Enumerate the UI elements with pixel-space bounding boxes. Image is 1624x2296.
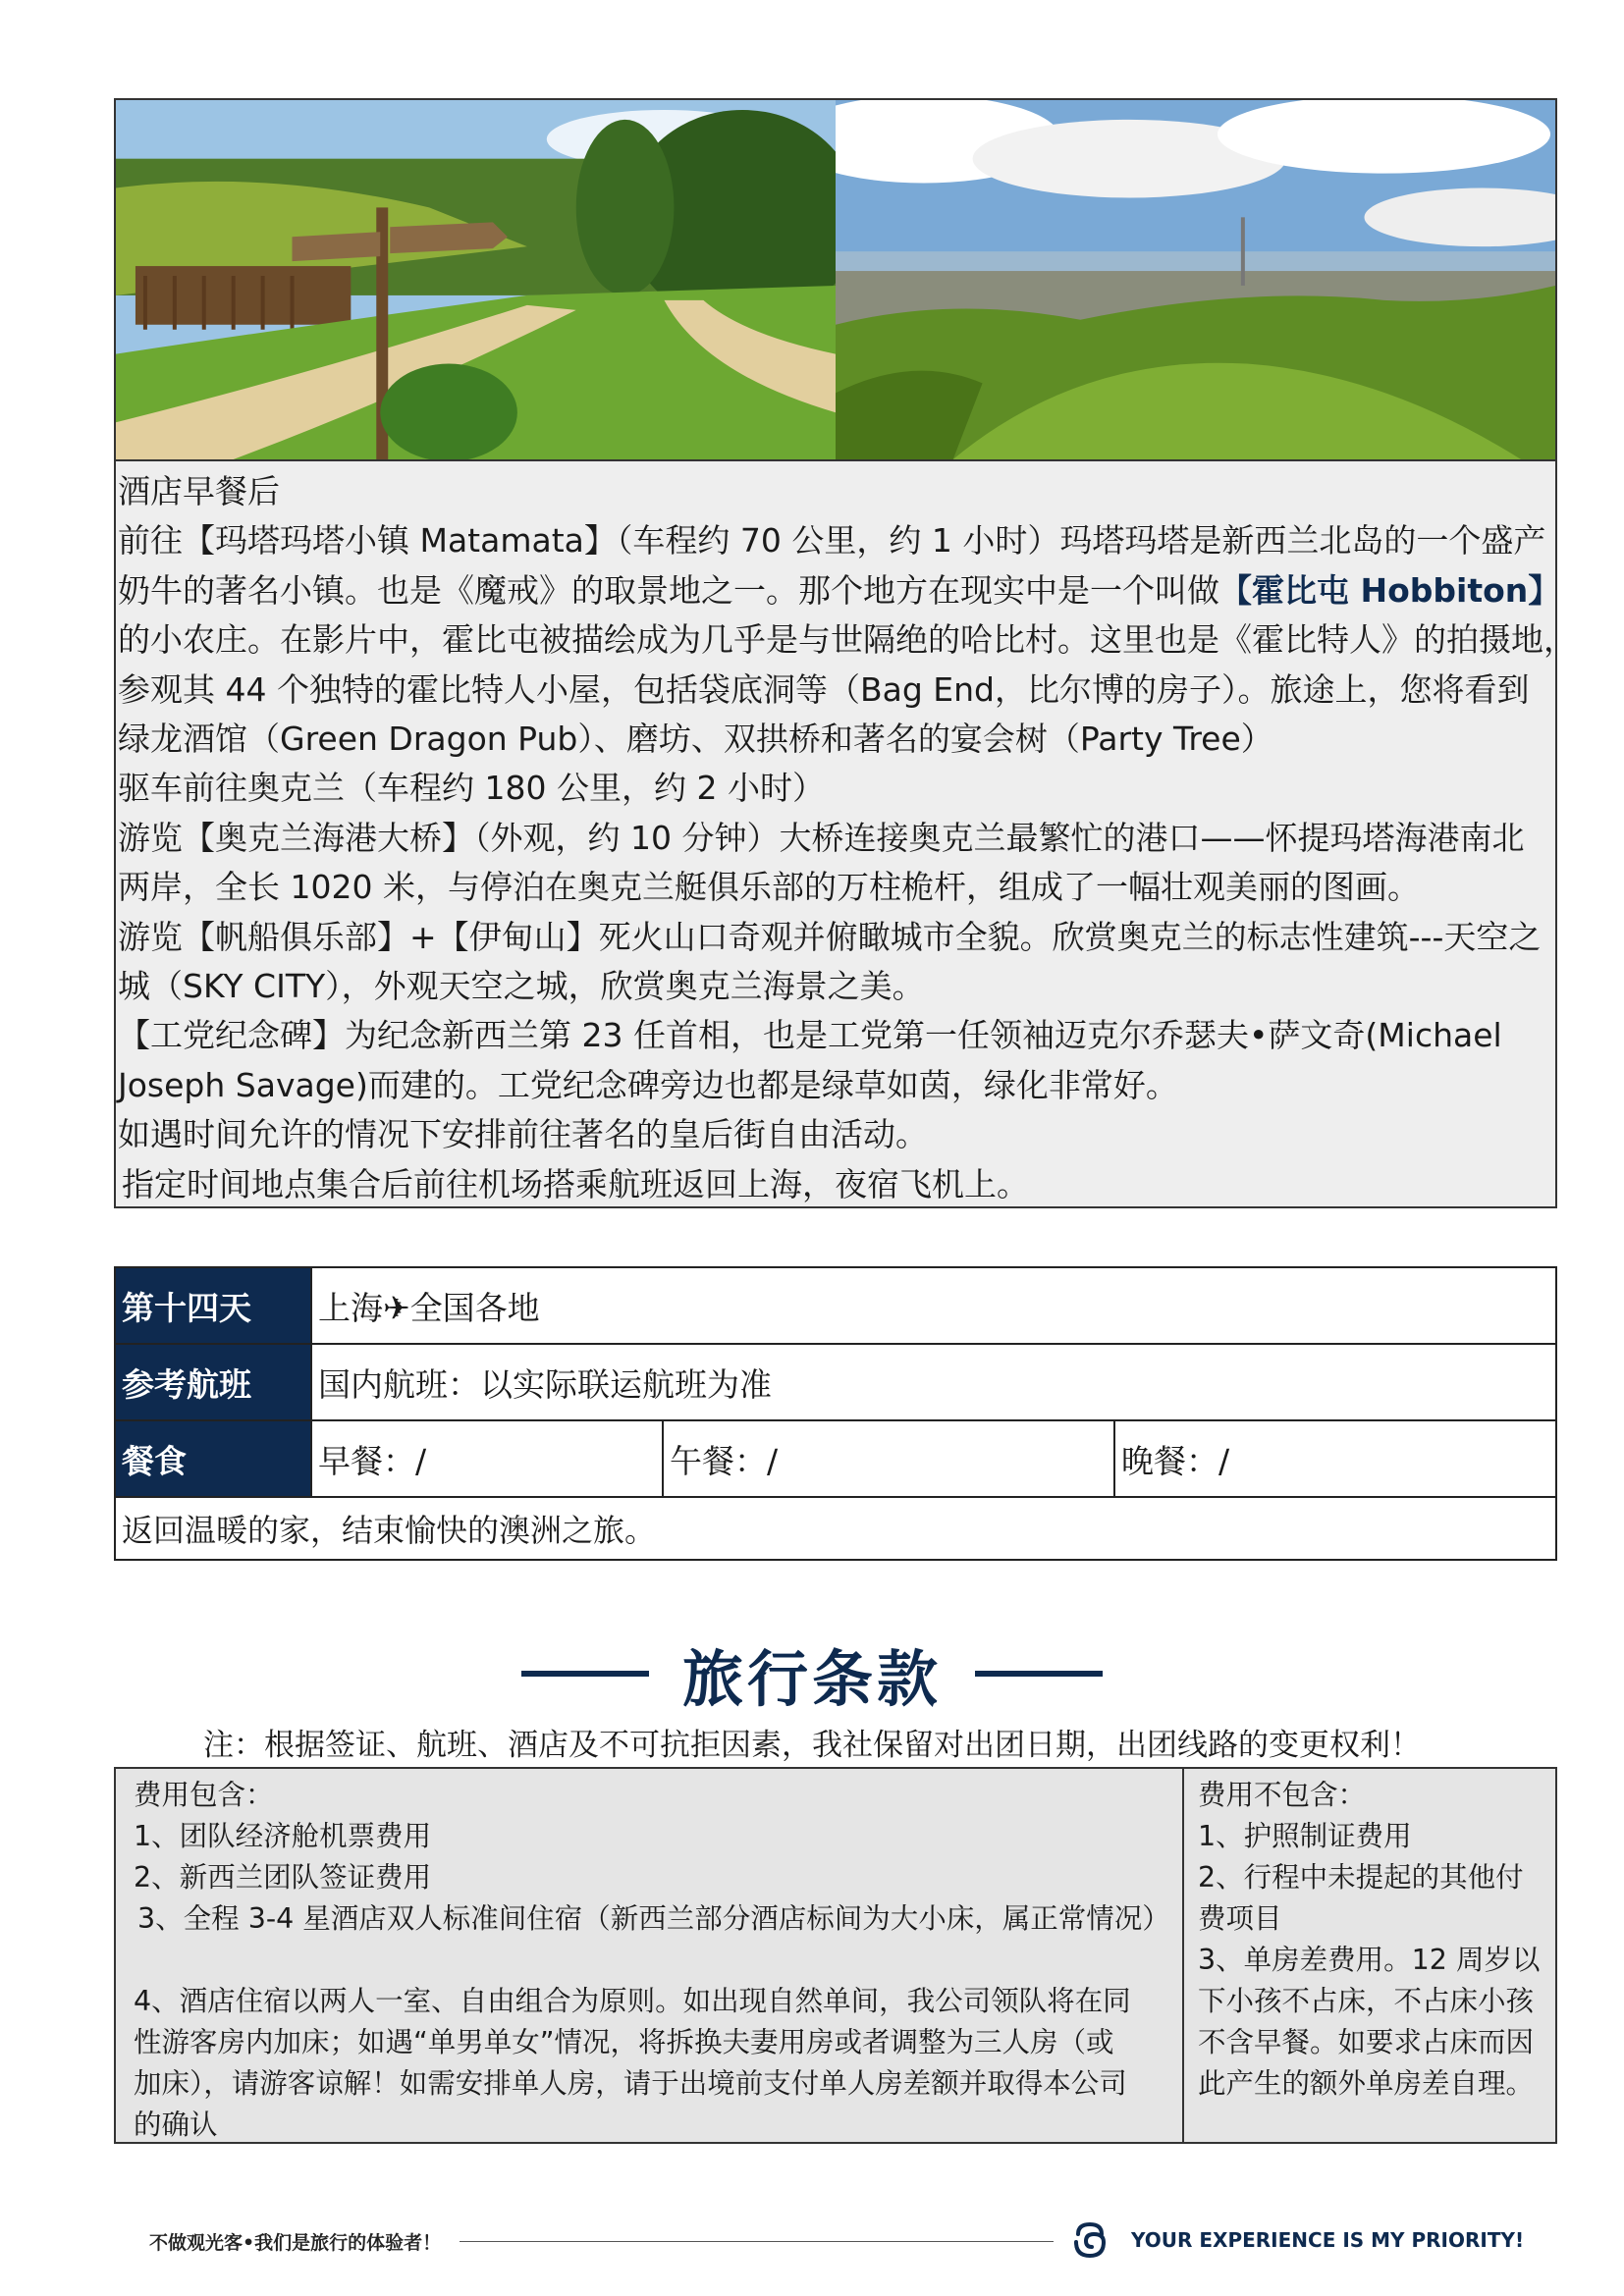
excluded-title: 费用不包含： [1198,1779,1367,1811]
swirl-logo-icon [1070,2220,1110,2260]
desc-line: 如遇时间允许的情况下安排前往著名的皇后街自由活动。 [118,1115,928,1154]
desc-line: 指定时间地点集合后前往机场搭乘航班返回上海，夜宿飞机上。 [122,1164,1029,1203]
desc-line: 两岸，全长 1020 米，与停泊在奥克兰艇俱乐部的万柱桅杆，组成了一幅壮观美丽的图画。 [118,868,1420,907]
excluded-item: 下小孩不占床，不占床小孩 [1198,1985,1535,2017]
included-item: 3、全程 3-4 星酒店双人标准间住宿（新西兰部分酒店标间为大小床，属正常情况） [137,1902,1170,1935]
excluded-item: 此产生的额外单房差自理。 [1198,2067,1535,2100]
flight-label: 参考航班 [115,1344,311,1420]
included-item: 的确认 [134,2109,218,2141]
desc-line: 驱车前往奥克兰（车程约 180 公里，约 2 小时） [118,769,825,808]
desc-line: 前往【玛塔玛塔小镇 Matamata】（车程约 70 公里，约 1 小时）玛塔玛塔是新西兰北岛的一个盛产 [118,521,1546,561]
terms-title: 旅行条款 [681,1642,942,1715]
flight-value: 国内航班：以实际联运航班为准 [311,1344,1556,1420]
excluded-item: 2、行程中未提起的其他付 [1198,1861,1524,1894]
desc-line: 游览【奥克兰海港大桥】（外观，约 10 分钟）大桥连接奥克兰最繁忙的港口——怀提玛塔海港南北 [118,818,1525,857]
excluded-column [1184,1769,1555,2142]
footer-divider [460,2241,1054,2242]
included-column [116,1769,1184,2142]
included-item: 2、新西兰团队签证费用 [134,1861,432,1894]
included-item: 1、团队经济舱机票费用 [134,1820,432,1852]
desc-line: 酒店早餐后 [118,472,280,510]
desc-line: 【工党纪念碑】为纪念新西兰第 23 任首相，也是工党第一任领袖迈克尔乔瑟夫•萨文奇(Michael [118,1016,1502,1055]
footer-slogan-left: 不做观光客•我们是旅行的体验者！ [149,2232,442,2254]
desc-line: 的小农庄。在影片中，霍比屯被描绘成为几乎是与世隔绝的哈比村。这里也是《霍比特人》的拍摄地， [118,620,1576,660]
photo-strip [114,98,1557,459]
day-route: 上海✈全国各地 [311,1267,1556,1344]
dinner-cell: 晚餐：/ [1114,1420,1556,1497]
desc-text: 奶牛的著名小镇。也是《魔戒》的取景地之一。那个地方在现实中是一个叫做 [118,570,1219,610]
breakfast-cell: 早餐：/ [311,1420,663,1497]
lunch-cell: 午餐：/ [663,1420,1114,1497]
excluded-item: 费项目 [1198,1902,1282,1935]
desc-line: Joseph Savage)而建的。工党纪念碑旁边也都是绿草如茵，绿化非常好。 [118,1065,1178,1104]
hobbiton-highlight: 【霍比屯 Hobbiton】 [1219,570,1561,610]
terms-note: 注：根据签证、航班、酒店及不可抗拒因素，我社保留对出团日期，出团线路的变更权利！ [203,1728,1421,1763]
desc-line [118,566,1561,615]
included-title: 费用包含： [134,1779,274,1811]
desc-line: 参观其 44 个独特的霍比特人小屋，包括袋底洞等（Bag End，比尔博的房子）。旅途上，您将看到 [118,669,1530,709]
excluded-item: 1、护照制证费用 [1198,1820,1412,1852]
terms-box [114,1767,1557,2144]
title-rule-left [521,1671,649,1677]
day-label: 第十四天 [115,1267,311,1344]
included-item: 4、酒店住宿以两人一室、自由组合为原则。如出现自然单间，我公司领队将在同 [134,1985,1131,2017]
day14-table [114,1266,1557,1561]
included-item: 性游客房内加床；如遇“单男单女”情况，将拆换夫妻用房或者调整为三人房（或 [134,2026,1114,2058]
day-summary: 返回温暖的家，结束愉快的澳洲之旅。 [115,1497,1556,1560]
included-item: 加床），请游客谅解！如需安排单人房，请于出境前支付单人房差额并取得本公司 [134,2067,1127,2100]
excluded-item: 3、单房差费用。12 周岁以 [1198,1944,1541,1976]
mount-eden-photo [836,100,1555,459]
hobbiton-photo [116,100,836,459]
excluded-item: 不含早餐。如要求占床而因 [1198,2026,1535,2058]
title-rule-right [975,1671,1103,1677]
meals-label: 餐食 [115,1420,311,1497]
footer-slogan-right: YOUR EXPERIENCE IS MY PRIORITY! [1131,2228,1525,2252]
desc-line: 游览【帆船俱乐部】+【伊甸山】死火山口奇观并俯瞰城市全貌。欣赏奥克兰的标志性建筑---天空之 [118,917,1542,956]
desc-line: 绿龙酒馆（Green Dragon Pub）、磨坊、双拱桥和著名的宴会树（Party Tree） [118,720,1273,759]
day13-description [114,459,1576,1208]
desc-line: 城（SKY CITY），外观天空之城，欣赏奥克兰海景之美。 [118,967,925,1006]
terms-heading [0,1634,1624,1713]
